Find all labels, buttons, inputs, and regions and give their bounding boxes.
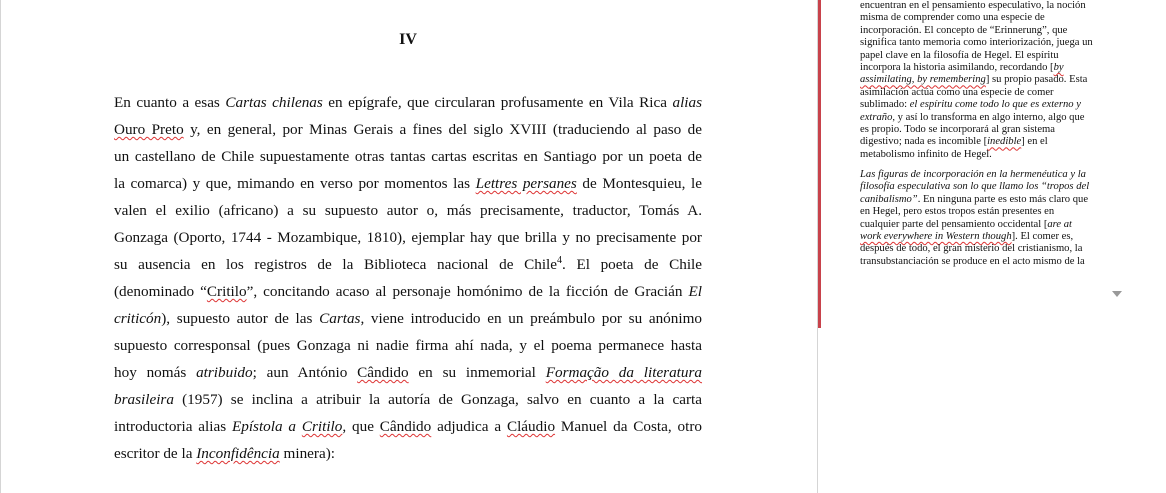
text-run: introductoria alias xyxy=(114,418,232,435)
footnote-reference[interactable]: 4 xyxy=(557,254,562,266)
text-line: un castellano de Chile supuestamente otras tantas cartas escritas en Santiago por un poeta de xyxy=(114,148,702,165)
text-run: (1957) se inclina a atribuir la autoría de Gonzaga, salvo en cuanto a la carta xyxy=(173,391,702,408)
text-run: ] en el xyxy=(1021,136,1048,148)
spellcheck-word[interactable]: Critilo xyxy=(206,283,247,300)
comment-line xyxy=(860,219,1126,231)
spellcheck-word[interactable]: work everywhere in Western though xyxy=(860,231,1012,243)
text-run: , y así lo transforma en algo interno, algo que xyxy=(892,111,1085,123)
text-run: , que xyxy=(342,418,380,435)
text-run: filosofía especulativa son lo que llamo los “tropos del xyxy=(860,181,1090,193)
text-line xyxy=(114,170,702,197)
text-run: are at xyxy=(1047,218,1072,230)
comment-line: papel clave en la filosofía de Hegel. El espíritu xyxy=(860,49,1059,61)
text-run: el espíritu come todo lo que es externo y xyxy=(909,99,1081,111)
text-run: canibalismo” xyxy=(860,193,918,205)
comment-line: es propio. Todo se incorporará al gran sistema xyxy=(860,123,1055,135)
text-run: minera): xyxy=(279,445,335,462)
text-run: sublimado: xyxy=(860,99,910,111)
text-line xyxy=(114,440,702,467)
text-line: valen el exilio (africano) a su supuesto autor o, más precisamente, traductor, Tomás A. xyxy=(114,202,702,219)
spellcheck-word[interactable]: Cláudio xyxy=(506,418,556,435)
text-run: adjudica a xyxy=(431,418,507,435)
text-run: hoy nomás xyxy=(114,364,197,381)
comment-expand-arrow-icon[interactable] xyxy=(1112,291,1122,297)
text-line xyxy=(114,386,702,413)
text-run: de Montesquieu, le xyxy=(576,175,702,192)
text-line xyxy=(114,359,702,386)
text-line xyxy=(114,89,702,116)
text-run: incorpora la historia asimilando, recordando [ xyxy=(860,61,1054,73)
spellcheck-word[interactable]: Ouro Preto xyxy=(114,121,184,138)
text-line: Gonzaga (Oporto, 1744 - Mozambique, 1810), ejemplar hay que brilla y no precisamente por xyxy=(114,229,702,246)
comment-line xyxy=(860,112,1126,124)
comment-line: incorporación. El concepto de “Erinnerung”, que xyxy=(860,24,1068,36)
chapter-heading: IV xyxy=(399,31,417,48)
comment-line xyxy=(860,181,1126,193)
text-run: atribuido xyxy=(196,364,253,381)
text-run: ; aun António xyxy=(252,364,358,381)
text-run: Epístola a xyxy=(231,418,302,435)
text-line xyxy=(114,116,702,143)
text-run: extraño xyxy=(860,111,893,123)
text-line xyxy=(114,278,702,305)
comment-line: misma de comprender como una especie de xyxy=(860,12,1045,24)
text-run: Las figuras de incorporación en la hermenéutica y la xyxy=(860,169,1086,181)
page-left-edge xyxy=(0,0,1,493)
text-run: brasileira xyxy=(114,391,174,408)
comment-line: después de todo, el gran misterio del cristianismo, la xyxy=(860,243,1083,255)
text-run: la comarca) y que, mimando en verso por momentos las xyxy=(114,175,476,192)
comment-line xyxy=(860,74,1126,86)
text-run: ]. El comer es, xyxy=(1011,231,1074,243)
text-run: digestivo; nada es incomible [ xyxy=(860,136,988,148)
text-run: Cartas chilenas xyxy=(225,94,323,111)
spellcheck-word[interactable]: by xyxy=(1053,61,1064,73)
text-run: criticón xyxy=(114,310,162,327)
text-run: En cuanto a esas xyxy=(114,94,226,111)
comment-body[interactable] xyxy=(860,0,1126,268)
text-run: ] su propio pasado. Esta xyxy=(985,74,1088,86)
text-run: y, en general, por Minas Gerais a fines del siglo XVIII (traduciendo al paso de xyxy=(183,121,702,138)
spellcheck-word[interactable]: Critilo xyxy=(301,418,343,435)
text-line xyxy=(114,305,702,332)
text-run: cualquier parte del pensamiento occidental [ xyxy=(860,218,1048,230)
text-run: ), supuesto autor de las xyxy=(161,310,320,327)
text-run: Manuel da Costa, otro xyxy=(555,418,702,435)
text-run: Cartas xyxy=(319,310,361,327)
comment-line: metabolismo infinito de Hegel. xyxy=(860,148,992,160)
spellcheck-word[interactable]: Cândido xyxy=(379,418,432,435)
comment-line: asimilación actúa como una especie de comer xyxy=(860,86,1054,98)
text-run: en epígrafe, que circularan profusamente en Vila Rica xyxy=(322,94,673,111)
text-run: en su inmemorial xyxy=(408,364,546,381)
comment-line xyxy=(860,136,1126,148)
text-run: alias xyxy=(672,94,703,111)
paragraph-gap xyxy=(860,161,1126,169)
body-paragraph[interactable] xyxy=(114,89,702,467)
text-line: supuesto corresponsal (pues Gonzaga ni nadie firma ahí nada, y el poema permanece hasta xyxy=(114,337,702,354)
text-run: escritor de la xyxy=(114,445,197,462)
text-line xyxy=(114,413,702,440)
comment-line: en Hegel, pero estos tropos están presentes en xyxy=(860,206,1055,218)
comment-line: encuentran en el pensamiento especulativo, la noción xyxy=(860,0,1086,11)
spellcheck-word[interactable]: Cândido xyxy=(357,364,409,381)
text-run: su ausencia en los registros de la Biblioteca nacional de Chile xyxy=(114,256,557,273)
spellcheck-word[interactable]: Lettres persanes xyxy=(475,175,577,192)
text-run: , viene introducido en un preámbulo por su anónimo xyxy=(360,310,702,327)
comment-line xyxy=(860,169,1126,181)
text-line xyxy=(114,251,702,278)
text-run: ”, concitando acaso al personaje homónimo de la ficción de Gracián xyxy=(246,283,689,300)
text-run: (denominado “ xyxy=(114,283,207,300)
comment-line xyxy=(860,231,1126,243)
text-run: . En ninguna parte es esto más claro que xyxy=(917,193,1089,205)
comment-line: significa tanto memoria como interiorización, juega un xyxy=(860,37,1093,49)
text-run: . El poeta de Chile xyxy=(562,256,703,273)
spellcheck-word[interactable]: inedible xyxy=(987,136,1022,148)
comment-line xyxy=(860,194,1126,206)
comment-line xyxy=(860,62,1126,74)
text-run: El xyxy=(688,283,702,300)
spellcheck-word[interactable]: Formação da literatura xyxy=(545,364,703,381)
spellcheck-word[interactable]: Inconfidência xyxy=(196,445,280,462)
comment-line: transubstanciación se produce en el acto mismo de la xyxy=(860,255,1085,267)
comment-marker-bar[interactable] xyxy=(818,0,821,328)
comment-line xyxy=(860,99,1126,111)
spellcheck-word[interactable]: assimilating, by remembering xyxy=(860,74,986,86)
